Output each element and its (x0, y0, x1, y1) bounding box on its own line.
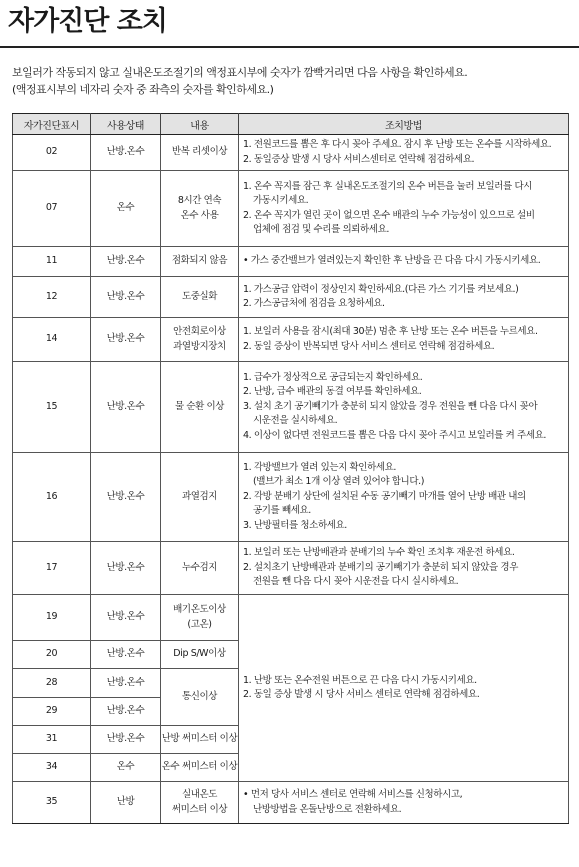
code-cell: 15 (13, 362, 91, 453)
method-line: 2. 난방, 급수 배관의 동결 여부를 확인하세요. (243, 386, 422, 398)
content-cell (161, 362, 239, 453)
table-row (13, 318, 569, 362)
method-line: 2. 동일증상 발생 시 당사 서비스센터로 연락해 점검하세요. (243, 153, 475, 165)
method-cell (239, 318, 569, 362)
table-row (13, 453, 569, 542)
content-line: 물 순환 이상 (174, 400, 225, 412)
state-cell: 난방.온수 (91, 641, 161, 669)
code-cell: 16 (13, 453, 91, 542)
content-cell (161, 171, 239, 247)
method-line: 1. 난방 또는 온수전원 버튼으로 끈 다음 다시 가동시키세요. (243, 674, 477, 686)
content-line: 배기온도이상 (173, 604, 226, 615)
state-cell: 난방.온수 (91, 542, 161, 595)
content-cell (161, 135, 239, 171)
method-line: 1. 전원코드를 뽑은 후 다시 꽂아 주세요. 잠시 후 난방 또는 온수를 시작하세요. (243, 139, 552, 150)
code-cell: 12 (13, 277, 91, 318)
content-line: 과열방지장치 (173, 340, 226, 352)
code-cell: 14 (13, 318, 91, 362)
state-cell: 난방.온수 (91, 669, 161, 698)
table-row (13, 135, 569, 171)
content-cell (161, 277, 239, 318)
state-cell: 난방.온수 (91, 318, 161, 362)
content-line: 온수 사용 (180, 209, 219, 221)
content-cell (161, 453, 239, 542)
method-line: 가동시키세요. (253, 195, 309, 206)
header-state: 사용상태 (91, 114, 161, 135)
method-cell (239, 453, 569, 542)
method-cell (239, 782, 569, 824)
state-cell: 난방.온수 (91, 595, 161, 641)
state-cell: 난방 (91, 782, 161, 824)
method-line: 4. 이상이 없다면 전원코드를 뽑은 다음 다시 꽂아 주시고 보일러를 켜 주세요. (243, 429, 547, 441)
code-cell: 20 (13, 641, 91, 669)
content-line: 누수검지 (181, 561, 218, 573)
content-line: (고온) (187, 618, 212, 630)
content-cell (161, 542, 239, 595)
content-line: 과열검지 (181, 490, 218, 502)
title-divider (0, 46, 579, 48)
content-cell (161, 318, 239, 362)
table-row (13, 247, 569, 277)
method-line: 2. 동일 증상 발생 시 당사 서비스 센터로 연락해 점검하세요. (243, 689, 480, 700)
content-line: 도중실화 (181, 290, 218, 302)
state-cell: 난방.온수 (91, 135, 161, 171)
content-line: 반복 리셋이상 (171, 146, 228, 158)
method-line: 난방방법을 온돌난방으로 전환하세요. (253, 803, 402, 815)
table-row (13, 595, 569, 641)
method-line: 2. 가스공급처에 점검을 요청하세요. (243, 298, 385, 309)
state-cell: 난방.온수 (91, 247, 161, 277)
table-row (13, 362, 569, 453)
state-cell: 난방.온수 (91, 726, 161, 754)
method-line: 전원을 뺀 다음 다시 꽂아 시운전을 다시 실시하세요. (253, 576, 459, 588)
content-line: 실내온도 (181, 789, 218, 800)
state-cell: 난방.온수 (91, 277, 161, 318)
code-cell: 02 (13, 135, 91, 171)
method-line: 1. 급수가 정상적으로 공급되는지 확인하세요. (243, 371, 423, 383)
code-cell: 07 (13, 171, 91, 247)
content-line: 8시간 연속 (177, 195, 222, 206)
state-cell: 난방.온수 (91, 698, 161, 726)
self-diagnosis-table (12, 113, 569, 824)
method-cell (239, 247, 569, 277)
table-row (13, 782, 569, 824)
table-header-row (13, 114, 569, 135)
method-line: • 먼저 당사 서비스 센터로 연락해 서비스를 신청하시고, (243, 789, 463, 800)
method-cell (239, 135, 569, 171)
code-cell: 28 (13, 669, 91, 698)
method-line: 시운전을 실시하세요. (253, 415, 338, 427)
method-line: 2. 동일 증상이 반복되면 당사 서비스 센터로 연락해 점검하세요. (243, 340, 495, 352)
code-cell: 11 (13, 247, 91, 277)
code-cell: 17 (13, 542, 91, 595)
content-cell (161, 782, 239, 824)
shared-method-cell (239, 595, 569, 782)
method-cell (239, 277, 569, 318)
method-line: 1. 가스공급 압력이 정상인지 확인하세요.(다른 가스 기기를 켜보세요.) (243, 283, 519, 295)
content-cell (161, 247, 239, 277)
state-cell: 온수 (91, 754, 161, 782)
code-cell: 34 (13, 754, 91, 782)
method-line: 3. 설치 초기 공기빼기가 충분히 되지 않았을 경우 전원을 뺀 다음 다시 꽂아 (243, 400, 538, 412)
intro-line: (액정표시부의 네자리 숫자 중 좌측의 숫자를 확인하세요.) (12, 83, 274, 96)
method-line: 2. 온수 꼭지가 열린 곳이 없으면 온수 배관의 누수 가능성이 있으므로 설비 (243, 209, 535, 221)
method-line: • 가스 중간밸브가 열려있는지 확인한 후 난방을 끈 다음 다시 가동시키세요. (243, 255, 541, 267)
method-line: 3. 난방필터를 청소하세요. (243, 519, 347, 531)
code-cell: 29 (13, 698, 91, 726)
method-line: 1. 각방밸브가 열려 있는지 확인하세요. (243, 461, 397, 473)
header-content: 내용 (161, 114, 239, 135)
method-cell (239, 362, 569, 453)
code-cell: 19 (13, 595, 91, 641)
method-line: (밸브가 최소 1개 이상 열려 있어야 합니다.) (253, 476, 425, 488)
content-line: 안전회로이상 (173, 326, 226, 337)
method-line: 업체에 점검 및 수리를 의뢰하세요. (253, 224, 389, 235)
content-cell (161, 726, 239, 754)
page-title: 자가진단 조치 (8, 6, 167, 37)
code-cell: 35 (13, 782, 91, 824)
method-line: 1. 보일러 사용을 잠시(최대 30분) 멈춘 후 난방 또는 온수 버튼을 누르세요. (243, 326, 538, 337)
method-line: 2. 설치초기 난방배관과 분배기의 공기빼기가 충분히 되지 않았을 경우 (243, 561, 518, 573)
method-line: 1. 보일러 또는 난방배관과 분배기의 누수 확인 조치후 재운전 하세요. (243, 547, 515, 559)
state-cell: 온수 (91, 171, 161, 247)
method-line: 1. 온수 꼭지를 잠근 후 실내온도조절기의 온수 버튼을 눌러 보일러를 다시 (243, 180, 532, 192)
header-method: 조치방법 (239, 114, 569, 135)
state-cell: 난방.온수 (91, 453, 161, 542)
code-cell: 31 (13, 726, 91, 754)
content-cell (161, 641, 239, 669)
content-line: Dip S/W이상 (173, 648, 226, 660)
content-cell (161, 595, 239, 641)
method-line: 공기를 빼세요. (253, 505, 311, 517)
content-cell (161, 754, 239, 782)
intro-text (12, 64, 572, 98)
content-line: 온수 써미스터 이상 (161, 761, 238, 773)
content-line: 난방 써미스터 이상 (161, 733, 238, 745)
method-cell (239, 171, 569, 247)
content-line: 써미스터 이상 (171, 803, 228, 815)
state-cell: 난방.온수 (91, 362, 161, 453)
content-line: 점화되지 않음 (171, 255, 228, 267)
table-row (13, 171, 569, 247)
method-cell (239, 542, 569, 595)
method-line: 2. 각방 분배기 상단에 설치된 수동 공기빼기 마개를 열어 난방 배관 내의 (243, 490, 526, 502)
header-code: 자가진단표시 (13, 114, 91, 135)
content-cell (161, 669, 239, 726)
intro-line: 보일러가 작동되지 않고 실내온도조절기의 액정표시부에 숫자가 깜빡거리면 다음 사항을 확인하세요. (12, 66, 468, 79)
table-row (13, 277, 569, 318)
content-line: 통신이상 (181, 690, 218, 702)
table-row (13, 542, 569, 595)
